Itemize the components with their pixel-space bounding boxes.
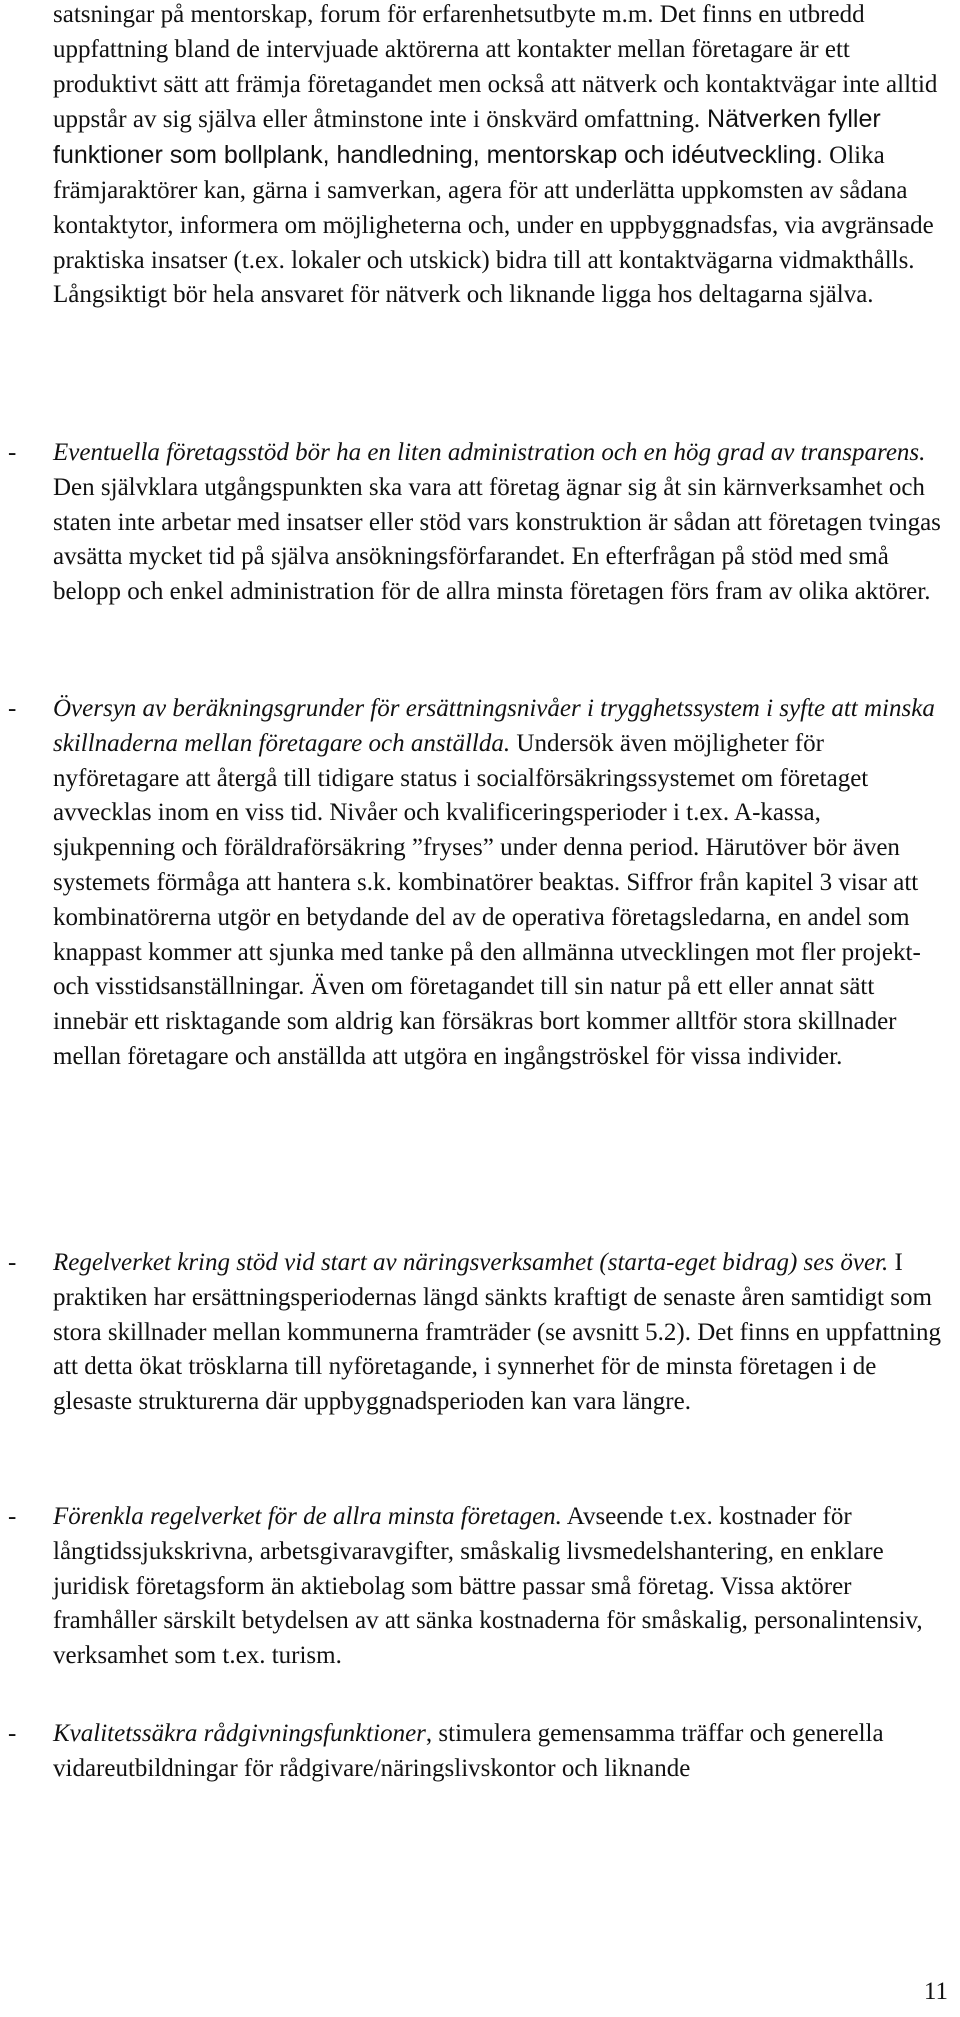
- list-dash: -: [8, 1503, 17, 1530]
- intro-text-part1: satsningar på mentorskap, forum för erfarenhetsutbyte m.m. Det finns en utbredd uppfattning bland de intervjuade aktörerna att kontakter mellan företagare är ett produktivt sätt att främja företagandet men också att nätverk och kontaktvägar inte alltid uppstår av sig själva eller åtminstone inte i önskvärd omfattning.: [53, 1, 938, 134]
- list-item-text: [53, 1717, 948, 1787]
- list-item-text: [53, 1500, 948, 1674]
- list-item-text: [53, 1246, 948, 1420]
- list-dash: -: [8, 439, 17, 466]
- page-number: 11: [923, 1978, 948, 2005]
- list-dash: -: [8, 1720, 17, 1747]
- list-item-text: [53, 436, 948, 610]
- list-item-lead: Förenkla regelverket för de allra minsta företagen.: [53, 1503, 562, 1530]
- list-item-body: Den självklara utgångspunkten ska vara att företag ägnar sig åt sin kärnverksamhet och staten inte arbetar med insatser eller stöd vars konstruktion är sådan att företagen tvingas avsätta mycket tid på själva ansökningsförfarandet. En efterfrågan på stöd med små belopp och enkel administration för de allra minsta företagen förs fram av olika aktörer.: [53, 473, 941, 606]
- list-item-body: I praktiken har ersättningsperiodernas längd sänkts kraftigt de senaste åren samtidigt som stora skillnader mellan kommunerna framträder (se avsnitt 5.2). Det finns en uppfattning att detta ökat trösklarna till nyföretagande, i synnerhet för de minsta företagen i de glesaste strukturerna där uppbyggnadsperioden kan vara längre.: [53, 1249, 941, 1416]
- intro-text-part2: Nätverken fyller funktioner som bollplank, handledning, mentorskap och idéutveckling.: [53, 105, 881, 170]
- intro-paragraph: [53, 0, 948, 313]
- list-item-text: [53, 692, 948, 1075]
- list-dash: -: [8, 1249, 17, 1276]
- list-item-lead: Kvalitetssäkra rådgivningsfunktioner: [53, 1720, 426, 1747]
- list-item-lead: Eventuella företagsstöd bör ha en liten administration och en hög grad av transparens.: [53, 439, 926, 466]
- list-dash: -: [8, 695, 17, 722]
- list-item-body: Avseende t.ex. kostnader för långtidssjukskrivna, arbetsgivaravgifter, småskalig livsmedelshantering, en enklare juridisk företagsform än aktiebolag som bättre passar små företag. Vissa aktörer framhåller särskilt betydelsen av att sänka kostnaderna för småskalig, personalintensiv, verksamhet som t.ex. turism.: [53, 1503, 923, 1670]
- list-item-body: , stimulera gemensamma träffar och generella vidareutbildningar för rådgivare/näringslivskontor och liknande: [53, 1720, 884, 1782]
- list-item-lead: Översyn av beräkningsgrunder för ersättningsnivåer i trygghetssystem i syfte att minska skillnaderna mellan företagare och anställda.: [53, 695, 935, 757]
- list-item-lead: Regelverket kring stöd vid start av näringsverksamhet (starta-eget bidrag) ses över.: [53, 1249, 889, 1276]
- intro-text-part3: Olika främjaraktörer kan, gärna i samverkan, agera för att underlätta uppkomsten av sådana kontaktytor, informera om möjligheterna och, under en uppbyggnadsfas, via avgränsade praktiska insatser (t.ex. lokaler och utskick) bidra till att kontaktvägarna vidmakthålls. Långsiktigt bör hela ansvaret för nätverk och liknande ligga hos deltagarna själva.: [53, 142, 934, 309]
- list-item-body: Undersök även möjligheter för nyföretagare att återgå till tidigare status i socialförsäkringssystemet om företaget avvecklas inom en viss tid. Nivåer och kvalificeringsperioder i t.ex. A-kassa, sjukpenning och föräldraförsäkring ”fryses” under denna period. Härutöver bör även systemets förmåga att hantera s.k. kombinatörer beaktas. Siffror från kapitel 3 visar att kombinatörerna utgör en betydande del av de operativa företagsledarna, en andel som knappast kommer att sjunka med tanke på den allmänna utvecklingen mot fler projekt- och visstidsanställningar. Även om företagandet till sin natur på ett eller annat sätt innebär ett risktagande som aldrig kan försäkras bort kommer alltför stora skillnader mellan företagare och anställda att utgöra en ingångströskel för vissa individer.: [53, 729, 921, 1070]
